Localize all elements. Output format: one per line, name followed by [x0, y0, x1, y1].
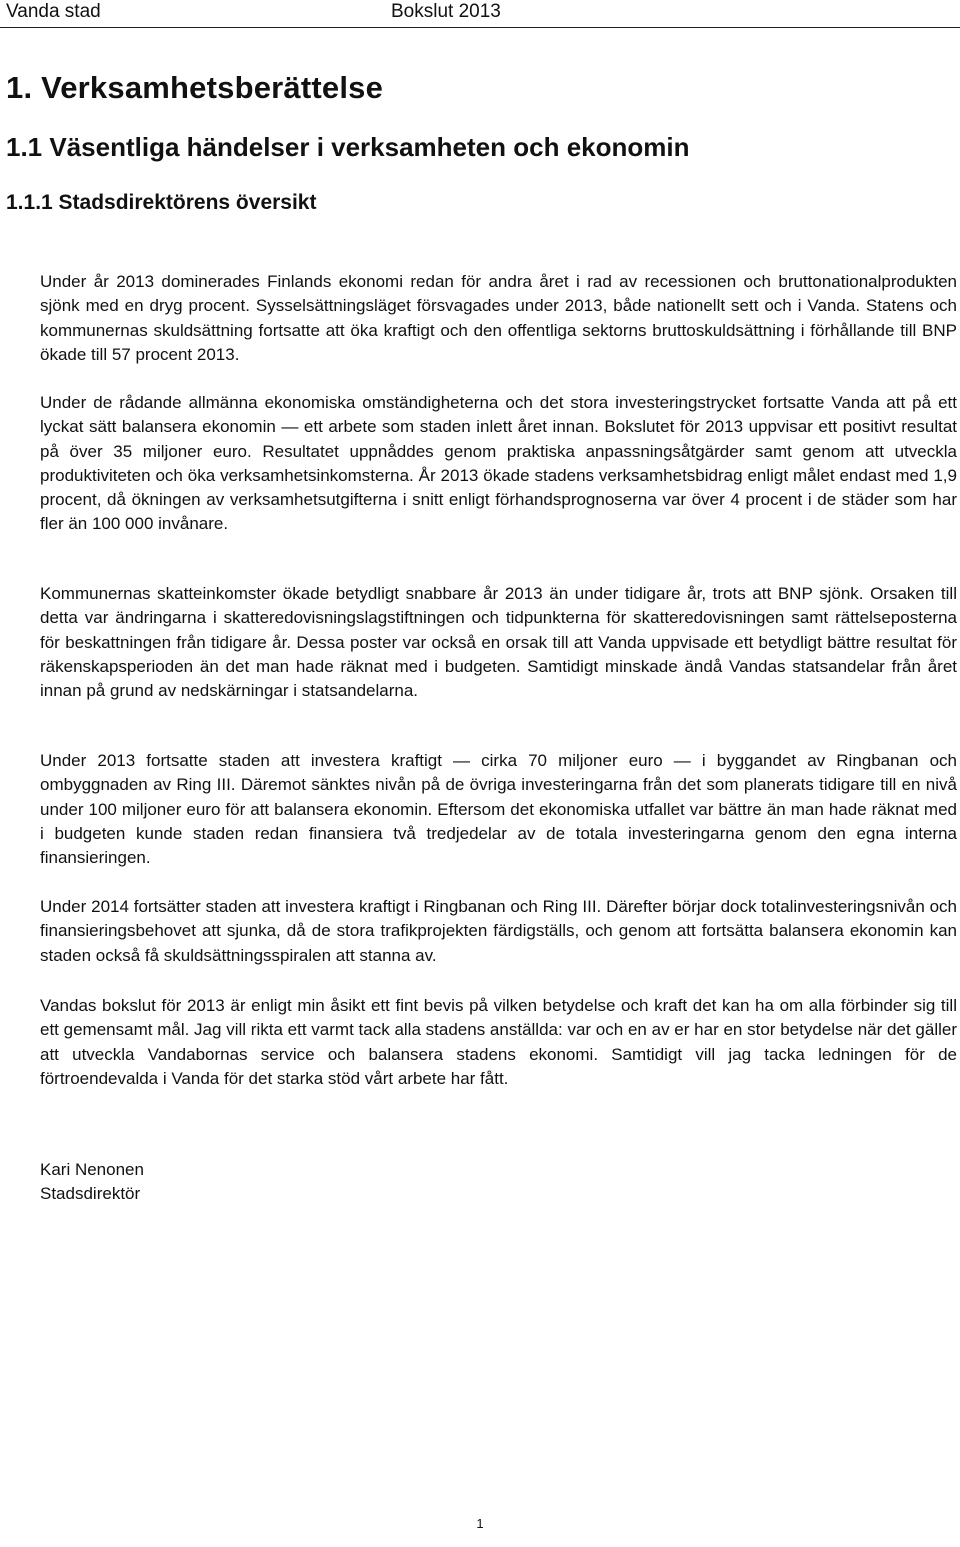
- signatory-name: Kari Nenonen: [40, 1160, 144, 1179]
- signatory-title: Stadsdirektör: [40, 1184, 141, 1203]
- page-header: [0, 0, 960, 30]
- subsection-heading: 1.1.1 Stadsdirektörens översikt: [6, 191, 317, 214]
- body-paragraph: Under de rådande allmänna ekonomiska omständigheterna och det stora investeringstrycket fortsatte Vanda att på ett lyckat sätt balansera ekonomin — ett arbete som staden inlett året innan. Bokslutet för 2013 uppvisar ett positivt resultat på över 35 miljoner euro. Resultatet uppnåddes genom praktiska anpassningsåtgärder samt genom att utveckla produktiviteten och öka verksamhetsinkomsterna. År 2013 ökade stadens verksamhetsbidrag enligt målet endast med 1,9 procent, då ökningen av verksamhetsutgifterna i snitt enligt förhandsprognoserna var över 4 procent i de städer som har fler än 100 000 invånare.: [40, 393, 957, 534]
- header-divider: [0, 27, 960, 28]
- section-heading: 1.1 Väsentliga händelser i verksamheten och ekonomin: [6, 132, 690, 162]
- body-paragraph: Under år 2013 dominerades Finlands ekonomi redan för andra året i rad av recessionen och bruttonationalprodukten sjönk med en dryg procent. Sysselsättningsläget försvagades under 2013, både nationellt sett och i Vanda. Statens och kommunernas skuldsättning fortsatte att öka kraftigt och den offentliga sektorns bruttoskuldsättning i förhållande till BNP ökade till 57 procent 2013.: [40, 272, 957, 364]
- body-paragraph: Kommunernas skatteinkomster ökade betydligt snabbare år 2013 än under tidigare år, trots att BNP sjönk. Orsaken till detta var ändringarna i skatteredovisningslagstiftningen och tidpunkterna för skatteredovisningen samt rättelseposterna för beskattningen från tidigare år. Dessa poster var också en orsak till att Vanda uppvisade ett betydligt bättre resultat för räkenskapsperioden än det man hade räknat med i budgeten. Samtidigt minskade ändå Vandas statsandelar från året innan på grund av nedskärningar i statsandelarna.: [40, 584, 957, 701]
- chapter-heading: 1. Verksamhetsberättelse: [6, 70, 384, 105]
- body-paragraph: Under 2014 fortsätter staden att investera kraftigt i Ringbanan och Ring III. Därefter börjar dock totalinvesteringsnivån och finansieringsbehovet att sjunka, då de stora trafikprojekten färdigställs, och genom att fortsätta balansera ekonomin kan staden också få skuldsättningsspiralen att stanna av.: [40, 897, 957, 965]
- signature-block: [40, 1158, 144, 1206]
- body-paragraph: Under 2013 fortsatte staden att investera kraftigt — cirka 70 miljoner euro — i byggandet av Ringbanan och ombyggnaden av Ring III. Däremot sänktes nivån på de övriga investeringarna från det som planerats tidigare till en nivå under 100 miljoner euro för att balansera ekonomin. Eftersom det ekonomiska utfallet var bättre än man hade räknat med i budgeten kunde staden redan finansiera två tredjedelar av de totala investeringarna genom den egna interna finansieringen.: [40, 751, 957, 868]
- header-organization: Vanda stad: [6, 1, 101, 22]
- page-number: 1: [476, 1516, 484, 1531]
- header-document-title: Bokslut 2013: [391, 1, 501, 22]
- body-paragraph: Vandas bokslut för 2013 är enligt min åsikt ett fint bevis på vilken betydelse och kraft det kan ha om alla förbinder sig till ett gemensamt mål. Jag vill rikta ett varmt tack alla stadens anställda: var och en av er har en stor betydelse när det gäller att utveckla Vandabornas service och balansera stadens ekonomi. Samtidigt vill jag tacka ledningen för de förtroendevalda i Vanda för det starka stöd vårt arbete har fått.: [40, 996, 957, 1088]
